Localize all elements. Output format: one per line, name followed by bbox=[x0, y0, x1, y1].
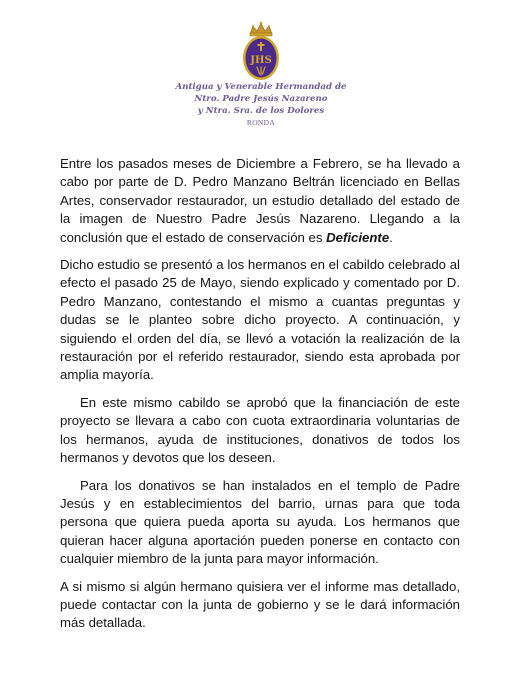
paragraph-1-text: Entre los pasados meses de Diciembre a Febrero, se ha llevado a cabo por parte de D. Pedro Manzano Beltrán licenciado en Bellas Artes, conservador restaurador, un estudio detallado del estado de la imagen de Nuestro Padre Jesús Nazareno. Llegando a la conclusión que el estado de conservación es bbox=[60, 156, 460, 245]
paragraph-4: Para los donativos se han instalados en el templo de Padre Jesús y en establecimientos del barrio, urnas para que toda persona que quiera pueda aporta su ayuda. Los hermanos que quieran hacer alguna aportación pueden ponerse en contacto con cualquier miembro de la junta para mayor información. bbox=[60, 477, 460, 567]
document-body bbox=[60, 155, 460, 642]
jhs-monogram-emblem-icon bbox=[233, 20, 289, 82]
deficiente-emphasis: Deficiente bbox=[326, 229, 390, 245]
brotherhood-line-1: Antigua y Venerable Hermandad de bbox=[175, 82, 347, 92]
letterhead bbox=[0, 0, 520, 140]
paragraph-2: Dicho estudio se presentó a los hermanos en el cabildo celebrado al efecto el pasado 25 de Mayo, siendo explicado y comentado por D. Pedro Manzano, contestando el mismo a cuantas preguntas y dudas se le planteo sobre dicho proyecto. A continuación, y siguiendo el orden del día, se llevó a votación la realización de la restauración por el referido restaurador, siendo esta aprobada por amplia mayoría. bbox=[60, 257, 460, 383]
city-name: RONDA bbox=[246, 118, 276, 127]
paragraph-3: En este mismo cabildo se aprobó que la financiación de este proyecto se llevara a cabo con cuota extraordinaria voluntarias de los hermanos, ayuda de instituciones, donativos de todos los hermanos y devotos que los deseen. bbox=[60, 394, 460, 466]
crown-icon bbox=[250, 22, 272, 36]
paragraph-1-end: . bbox=[389, 229, 393, 245]
brotherhood-line-2: Ntro. Padre Jesús Nazareno bbox=[194, 94, 328, 104]
svg-text:JHS: JHS bbox=[250, 55, 272, 66]
paragraph-5: A si mismo si algún hermano quisiera ver el informe mas detallado, puede contactar con la junta de gobierno y se le dará información más detallada. bbox=[60, 578, 460, 631]
paragraph-1 bbox=[60, 155, 460, 247]
brotherhood-line-3: y Ntra. Sra. de los Dolores bbox=[197, 106, 325, 116]
brotherhood-name bbox=[150, 81, 372, 117]
